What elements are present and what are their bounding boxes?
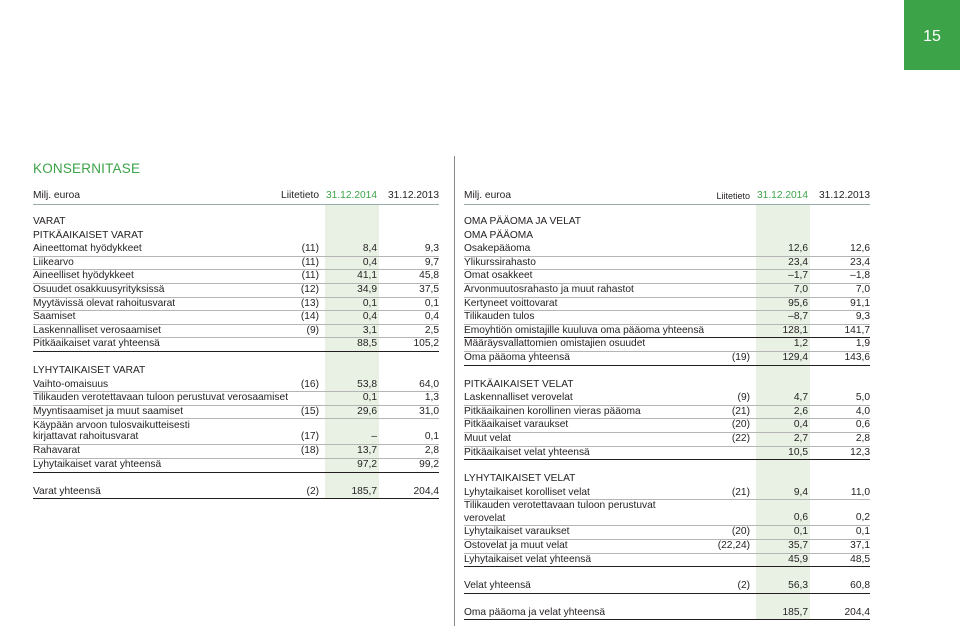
value-2014: 29,6 [357, 405, 377, 417]
row-label: Pitkäaikaiset velat yhteensä [464, 446, 590, 458]
value-2013: 99,2 [419, 459, 439, 470]
value-2014: 95,6 [788, 297, 808, 309]
row-label: PITKÄAIKAISET VARAT [33, 229, 144, 241]
table-row [464, 324, 870, 339]
value-2014: 56,3 [788, 580, 808, 592]
table-row [33, 297, 439, 312]
value-2014: 8,4 [362, 243, 377, 255]
row-label: LYHYTAIKAISET VARAT [33, 365, 146, 376]
value-2014: 9,4 [793, 486, 808, 498]
column-divider [454, 156, 455, 626]
value-2013: 0,1 [424, 297, 439, 309]
table-row [33, 485, 439, 500]
value-2014: 34,9 [357, 284, 377, 295]
value-2014: 185,7 [782, 606, 808, 618]
table-row [464, 391, 870, 406]
value-2013: 204,4 [844, 606, 870, 618]
value-2014: 12,6 [788, 243, 808, 255]
row-label: Laskennalliset verovelat [464, 392, 573, 404]
value-2013: –1,8 [850, 270, 870, 282]
table-row [464, 297, 870, 312]
note-ref: (20) [731, 526, 750, 538]
table-row [464, 310, 870, 325]
value-2013: 45,8 [419, 270, 439, 282]
value-2013: 0,2 [855, 512, 870, 524]
note-ref: (16) [300, 378, 319, 390]
row-label: Muut velat [464, 433, 511, 444]
value-2014: 10,5 [788, 446, 808, 458]
value-2014: 1,2 [793, 338, 808, 350]
value-2013: 23,4 [850, 256, 870, 268]
section-heading-row [33, 364, 439, 378]
note-ref: (9) [737, 392, 750, 404]
row-label: Omat osakkeet [464, 270, 533, 282]
note-ref: (2) [737, 580, 750, 592]
row-label: Lyhytaikaiset velat yhteensä [464, 553, 592, 565]
table-row [33, 324, 439, 339]
value-2014: 7,0 [793, 284, 808, 295]
table-row [33, 242, 439, 257]
value-2014: 129,4 [782, 352, 808, 363]
value-2014: 128,1 [782, 324, 808, 336]
row-label: Kertyneet voittovarat [464, 297, 558, 309]
row-label: Rahavarat [33, 445, 81, 457]
value-2013: 9,3 [424, 243, 439, 255]
spacer-row [33, 472, 439, 485]
value-2014: 88,5 [357, 338, 377, 350]
value-2014: 35,7 [788, 540, 808, 551]
section-heading-row [33, 215, 439, 229]
row-label: Vaihto-omaisuus [33, 378, 109, 390]
row-label: Lyhytaikaiset korolliset velat [464, 486, 590, 498]
spacer-row [464, 365, 870, 378]
year-2014-header: 31.12.2014 [757, 190, 808, 201]
table-row [33, 256, 439, 271]
table-row [33, 418, 439, 445]
row-label: Oma pääoma yhteensä [464, 352, 570, 363]
value-2013: 5,0 [855, 392, 870, 404]
table-row [464, 405, 870, 420]
value-2014: –8,7 [788, 311, 808, 323]
note-ref: (9) [306, 324, 319, 336]
note-ref: (12) [300, 284, 319, 295]
value-2013: 31,0 [419, 405, 439, 417]
value-2013: 7,0 [855, 284, 870, 295]
value-2014: 0,1 [362, 392, 377, 404]
note-ref: (11) [301, 243, 319, 255]
value-2013: 4,0 [855, 405, 870, 417]
table-row [33, 283, 439, 298]
unit-label: Milj. euroa [464, 190, 511, 201]
row-label: Arvonmuutosrahasto ja muut rahastot [464, 284, 634, 295]
spacer-row [464, 459, 870, 472]
note-ref: (11) [301, 256, 319, 268]
value-2013: 91,1 [850, 297, 870, 309]
value-2013: 2,5 [424, 324, 439, 336]
table-row [464, 269, 870, 284]
value-2013: 2,8 [855, 433, 870, 444]
table-row [33, 405, 439, 420]
value-2013: 141,7 [844, 324, 870, 336]
spacer-row [464, 566, 870, 579]
row-label: OMA PÄÄOMA [464, 229, 534, 241]
row-label: Myytävissä olevat rahoitusvarat [33, 297, 176, 309]
table-row [464, 486, 870, 501]
row-label: Pitkäaikaiset varaukset [464, 419, 569, 431]
value-2014: 4,7 [793, 392, 808, 404]
table-row [464, 446, 870, 461]
note-ref: (22) [731, 433, 750, 444]
section-heading-row [464, 472, 870, 486]
year-2013-header: 31.12.2013 [388, 190, 439, 201]
row-label: Tilikauden verotettavaan tuloon perustuvat verovelat [464, 500, 656, 524]
value-2013: 12,3 [850, 446, 870, 458]
row-label: Osakepääoma [464, 243, 531, 255]
table-row [464, 499, 870, 526]
value-2014: 3,1 [362, 324, 377, 336]
note-ref: (19) [731, 352, 750, 363]
value-2014: 0,6 [793, 512, 808, 524]
note-ref: (17) [300, 431, 319, 443]
note-ref: (13) [300, 297, 319, 309]
value-2014: 0,4 [362, 311, 377, 323]
row-label: Oma pääoma ja velat yhteensä [464, 606, 606, 618]
value-2013: 9,3 [855, 311, 870, 323]
note-ref: (21) [731, 486, 750, 498]
value-2014: 0,1 [362, 297, 377, 309]
row-label: Lyhytaikaiset varaukset [464, 526, 570, 538]
assets-table [33, 188, 439, 626]
table-row [464, 418, 870, 433]
table-row [464, 283, 870, 298]
section-heading-row [464, 229, 870, 243]
table-row [464, 432, 870, 447]
table-header [33, 188, 439, 205]
table-row [33, 444, 439, 459]
row-label: Lyhytaikaiset varat yhteensä [33, 459, 162, 470]
value-2014: – [371, 431, 377, 443]
table-row [464, 337, 870, 352]
value-2013: 0,1 [424, 431, 439, 443]
value-2014: 23,4 [788, 256, 808, 268]
table-row [33, 391, 439, 406]
value-2014: 2,7 [793, 433, 808, 444]
value-2013: 48,5 [850, 553, 870, 565]
row-label: Pitkäaikainen korollinen vieras pääoma [464, 405, 641, 417]
row-label: Käypään arvoon tulosvaikutteisesti kirjattavat rahoitusvarat [33, 420, 190, 443]
value-2013: 0,1 [855, 526, 870, 538]
spacer-row [464, 593, 870, 606]
value-2013: 12,6 [850, 243, 870, 255]
row-label: OMA PÄÄOMA JA VELAT [464, 216, 582, 227]
value-2014: –1,7 [788, 270, 808, 282]
table-row [464, 539, 870, 554]
row-label: Osuudet osakkuusyrityksissä [33, 284, 165, 295]
value-2013: 37,5 [419, 284, 439, 295]
note-column-header: Liitetieto [716, 191, 750, 201]
note-ref: (18) [300, 445, 319, 457]
value-2013: 143,6 [844, 352, 870, 363]
row-label: Emoyhtiön omistajille kuuluva oma pääoma yhteensä [464, 324, 705, 336]
note-ref: (20) [731, 419, 750, 431]
value-2014: 97,2 [357, 459, 377, 470]
table-row [464, 606, 870, 621]
value-2014: 53,8 [357, 378, 377, 390]
row-label: Liikearvo [33, 256, 74, 268]
section-title: KONSERNITASE [33, 161, 141, 176]
row-label: Tilikauden verotettavaan tuloon perustuvat verosaamiset [33, 392, 289, 404]
section-heading-row [33, 229, 439, 243]
value-2014: 2,6 [793, 405, 808, 417]
table-header [464, 188, 870, 205]
row-label: Ylikurssirahasto [464, 256, 536, 268]
equity-liabilities-table [464, 188, 870, 626]
row-label: PITKÄAIKAISET VELAT [464, 378, 574, 390]
value-2013: 2,8 [424, 445, 439, 457]
table-row [464, 256, 870, 271]
note-ref: (14) [300, 311, 319, 323]
value-2013: 105,2 [413, 338, 439, 350]
value-2014: 45,9 [788, 553, 808, 565]
value-2013: 37,1 [850, 540, 870, 551]
row-label: Määräysvallattomien omistajien osuudet [464, 338, 646, 350]
table-row [464, 351, 870, 366]
value-2013: 1,9 [855, 338, 870, 350]
value-2013: 1,3 [424, 392, 439, 404]
table-row [33, 310, 439, 325]
row-label: LYHYTAIKAISET VELAT [464, 473, 576, 485]
value-2013: 0,4 [424, 311, 439, 323]
table-row [464, 525, 870, 540]
table-row [33, 337, 439, 352]
row-label: Aineelliset hyödykkeet [33, 270, 134, 282]
value-2013: 204,4 [413, 485, 439, 497]
spacer-row [33, 351, 439, 364]
value-2013: 60,8 [850, 580, 870, 592]
year-2014-header: 31.12.2014 [326, 190, 377, 201]
page-number-badge: 15 [904, 0, 960, 70]
value-2014: 0,4 [793, 419, 808, 431]
row-label: Pitkäaikaiset varat yhteensä [33, 338, 160, 350]
note-ref: (2) [306, 485, 319, 497]
table-row [33, 269, 439, 284]
value-2014: 185,7 [351, 485, 377, 497]
section-heading-row [464, 215, 870, 229]
value-2013: 0,6 [855, 419, 870, 431]
note-column-header: Liitetieto [281, 190, 319, 201]
value-2014: 41,1 [357, 270, 377, 282]
table-row [464, 579, 870, 594]
row-label: Aineettomat hyödykkeet [33, 243, 142, 255]
section-heading-row [464, 378, 870, 392]
value-2014: 0,1 [793, 526, 808, 538]
note-ref: (22,24) [717, 540, 750, 551]
row-label: Ostovelat ja muut velat [464, 540, 568, 551]
table-row [33, 378, 439, 393]
note-ref: (15) [300, 405, 319, 417]
row-label: Varat yhteensä [33, 485, 101, 497]
row-label: Saamiset [33, 311, 76, 323]
note-ref: (21) [731, 405, 750, 417]
row-label: Myyntisaamiset ja muut saamiset [33, 405, 184, 417]
value-2013: 64,0 [419, 378, 439, 390]
value-2014: 0,4 [362, 256, 377, 268]
note-ref: (11) [301, 270, 319, 282]
value-2013: 11,0 [850, 486, 870, 498]
value-2013: 9,7 [424, 256, 439, 268]
year-2013-header: 31.12.2013 [819, 190, 870, 201]
table-row [464, 553, 870, 568]
unit-label: Milj. euroa [33, 190, 80, 201]
row-label: Velat yhteensä [464, 580, 531, 592]
row-label: Laskennalliset verosaamiset [33, 324, 161, 336]
row-label: Tilikauden tulos [464, 311, 535, 323]
table-row [33, 458, 439, 473]
table-row [464, 242, 870, 257]
value-2014: 13,7 [357, 445, 377, 457]
row-label: VARAT [33, 216, 66, 227]
